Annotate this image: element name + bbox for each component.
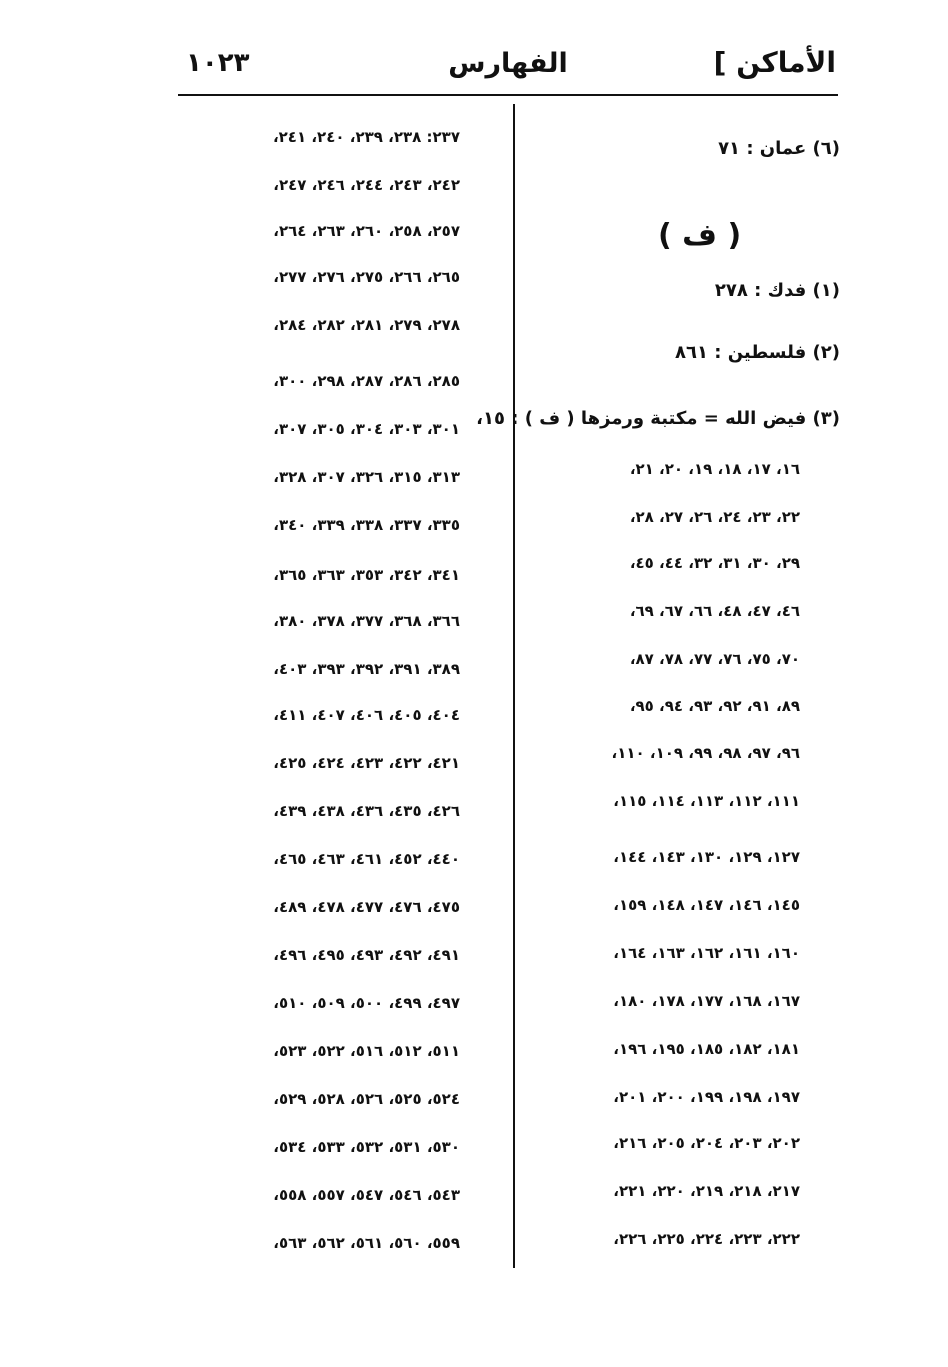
column-divider [513, 104, 515, 1268]
list-item: ٢٢، ٢٣، ٢٤، ٢٦، ٢٧، ٢٨، [629, 508, 800, 526]
list-item: ١٦٧، ١٦٨، ١٧٧، ١٧٨، ١٨٠، [613, 992, 800, 1010]
list-item: ٤٦، ٤٧، ٤٨، ٦٦، ٦٧، ٦٩، [629, 602, 800, 620]
list-item: ٨٩، ٩١، ٩٢، ٩٣، ٩٤، ٩٥، [629, 697, 800, 715]
list-item: ١٢٧، ١٢٩، ١٣٠، ١٤٣، ١٤٤، [613, 848, 800, 866]
list-item: ٢٢٢، ٢٢٣، ٢٢٤، ٢٢٥، ٢٢٦، [613, 1230, 800, 1248]
list-item: ٢٤٢، ٢٤٣، ٢٤٤، ٢٤٦، ٢٤٧، [273, 176, 460, 194]
list-item: ١٦، ١٧، ١٨، ١٩، ٢٠، ٢١، [629, 460, 800, 478]
entry-fadak: (١) فدك : ٢٧٨ [714, 280, 840, 301]
page-number: ١٠٢٣ [186, 48, 250, 78]
page-header [178, 40, 838, 90]
list-item: ٤٩٧، ٤٩٩، ٥٠٠، ٥٠٩، ٥١٠، [273, 994, 460, 1012]
index-title: الفهارس [448, 48, 568, 79]
list-item: ٣٦٦، ٣٦٨، ٣٧٧، ٣٧٨، ٣٨٠، [273, 612, 460, 630]
list-item: ١٩٧، ١٩٨، ١٩٩، ٢٠٠، ٢٠١، [613, 1088, 800, 1106]
list-item: ٢٩، ٣٠، ٣١، ٣٢، ٤٤، ٤٥، [629, 554, 800, 572]
list-item: ٣١٣، ٣١٥، ٣٢٦، ٣٠٧، ٣٢٨، [273, 468, 460, 486]
list-item: ٤٠٤، ٤٠٥، ٤٠٦، ٤٠٧، ٤١١، [273, 706, 460, 724]
list-item: ١١١، ١١٢، ١١٣، ١١٤، ١١٥، [613, 792, 800, 810]
list-item: ٧٠، ٧٥، ٧٦، ٧٧، ٧٨، ٨٧، [629, 650, 800, 668]
list-item: ٤٤٠، ٤٥٢، ٤٦١، ٤٦٣، ٤٦٥، [273, 850, 460, 868]
list-item: ٤٩١، ٤٩٢، ٤٩٣، ٤٩٥، ٤٩٦، [273, 946, 460, 964]
list-item: ١٦٠، ١٦١، ١٦٢، ١٦٣، ١٦٤، [613, 944, 800, 962]
list-item: ٥٥٩، ٥٦٠، ٥٦١، ٥٦٢، ٥٦٣، [273, 1234, 460, 1252]
list-item: ٢٣٧: ٢٣٨، ٢٣٩، ٢٤٠، ٢٤١، [272, 128, 460, 146]
entry-palestine: (٢) فلسطين : ٨٦١ [675, 342, 840, 363]
section-letter-fa: ( ف ) [658, 218, 742, 253]
list-item: ٢١٧، ٢١٨، ٢١٩، ٢٢٠، ٢٢١، [613, 1182, 800, 1200]
section-title: الأماكن ] [713, 46, 836, 79]
list-item: ٢٥٧، ٢٥٨، ٢٦٠، ٢٦٣، ٢٦٤، [273, 222, 460, 240]
list-item: ٤٧٥، ٤٧٦، ٤٧٧، ٤٧٨، ٤٨٩، [273, 898, 460, 916]
list-item: ١٤٥، ١٤٦، ١٤٧، ١٤٨، ١٥٩، [613, 896, 800, 914]
list-item: ١٨١، ١٨٢، ١٨٥، ١٩٥، ١٩٦، [613, 1040, 800, 1058]
list-item: ٩٦، ٩٧، ٩٨، ٩٩، ١٠٩، ١١٠، [611, 744, 800, 762]
entry-feyzullah-library: (٣) فيض الله = مكتبة ورمزها ( ف ) : ١٥، [476, 408, 840, 429]
list-item: ٣٨٩، ٣٩١، ٣٩٢، ٣٩٣، ٤٠٣، [273, 660, 460, 678]
list-item: ٣٤١، ٣٤٢، ٣٥٣، ٣٦٣، ٣٦٥، [273, 566, 460, 584]
list-item: ٤٢٦، ٤٣٥، ٤٣٦، ٤٣٨، ٤٣٩، [273, 802, 460, 820]
list-item: ٥٣٠، ٥٣١، ٥٣٢، ٥٣٣، ٥٣٤، [273, 1138, 460, 1156]
list-item: ٢٧٨، ٢٧٩، ٢٨١، ٢٨٢، ٢٨٤، [273, 316, 460, 334]
header-divider [178, 94, 838, 96]
list-item: ٣٣٥، ٣٣٧، ٣٣٨، ٣٣٩، ٣٤٠، [273, 516, 460, 534]
list-item: ٥٤٣، ٥٤٦، ٥٤٧، ٥٥٧، ٥٥٨، [273, 1186, 460, 1204]
list-item: ٢٠٢، ٢٠٣، ٢٠٤، ٢٠٥، ٢١٦، [613, 1134, 800, 1152]
list-item: ٤٢١، ٤٢٢، ٤٢٣، ٤٢٤، ٤٢٥، [273, 754, 460, 772]
list-item: ٢٦٥، ٢٦٦، ٢٧٥، ٢٧٦، ٢٧٧، [273, 268, 460, 286]
list-item: ٣٠١، ٣٠٣، ٣٠٤، ٣٠٥، ٣٠٧، [273, 420, 460, 438]
entry-oman: (٦) عمان : ٧١ [718, 138, 840, 159]
list-item: ٥٢٤، ٥٢٥، ٥٢٦، ٥٢٨، ٥٢٩، [273, 1090, 460, 1108]
list-item: ٢٨٥، ٢٨٦، ٢٨٧، ٢٩٨، ٣٠٠، [273, 372, 460, 390]
list-item: ٥١١، ٥١٢، ٥١٦، ٥٢٢، ٥٢٣، [273, 1042, 460, 1060]
